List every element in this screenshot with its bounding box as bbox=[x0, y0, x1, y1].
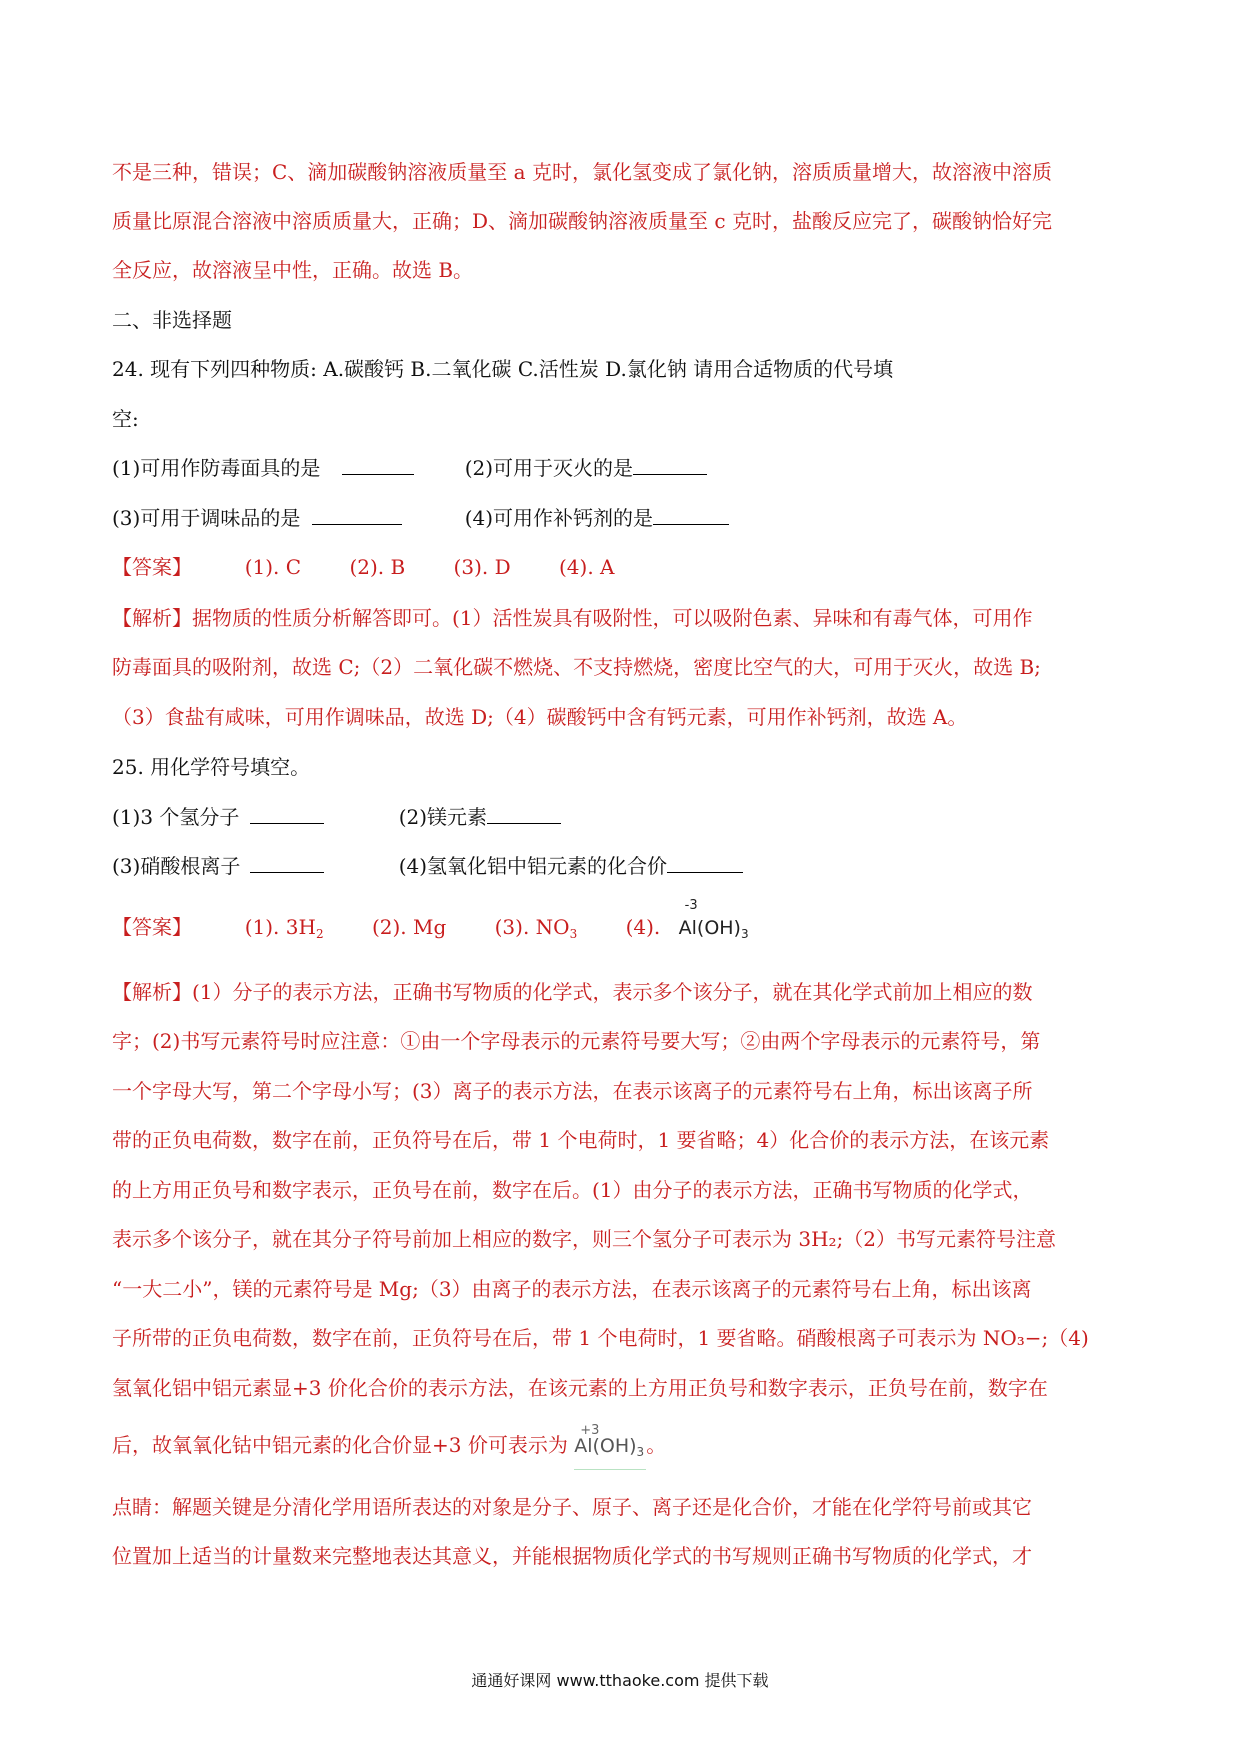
analysis-line: 带的正负电荷数，数字在前，正负符号在后，带 1 个电荷时，1 要省略；4）化合价的表示方法，在该元素 bbox=[112, 1128, 1050, 1152]
answer-blank bbox=[633, 454, 707, 475]
question-24-blanks-row bbox=[112, 453, 707, 483]
answer-blank bbox=[653, 504, 729, 525]
analysis-line: 字；(2)书写元素符号时应注意：①由一个字母表示的元素符号要大写；②由两个字母表示的元素符号，第 bbox=[112, 1029, 1041, 1053]
question-25-title: 25. 用化学符号填空。 bbox=[112, 755, 311, 779]
blank-label: (1)3 个氢分子 bbox=[112, 805, 240, 829]
valence-formula-image: +3 $Al(OH)_3$ bbox=[574, 1431, 646, 1470]
answer-item: (1). $3H_2$ bbox=[244, 915, 324, 941]
answer-row-25 bbox=[112, 898, 749, 949]
analysis-line: 子所带的正负电荷数，数字在前，正负符号在后，带 1 个电荷时，1 要省略。硝酸根离子可表示为 NO₃−;（4) bbox=[112, 1326, 1089, 1350]
tip-line: 位置加上适当的计量数来完整地表达其意义，并能根据物质化学式的书写规则正确书写物质的化学式，才 bbox=[112, 1544, 1032, 1568]
analysis-line: 表示多个该分子，就在其分子符号前加上相应的数字，则三个氢分子可表示为 3H₂;（2）书写元素符号注意 bbox=[112, 1227, 1057, 1251]
blank-label: (2)镁元素 bbox=[398, 805, 488, 829]
answer-label: 【答案】 bbox=[112, 915, 192, 939]
analysis-line: “一大二小”，镁的元素符号是 Mg;（3）由离子的表示方法，在表示该离子的元素符号右上角，标出该离 bbox=[112, 1277, 1032, 1301]
question-24-line: 24. 现有下列四种物质: A.碳酸钙 B.二氧化碳 C.活性炭 D.氯化钠 请用合适物质的代号填 bbox=[112, 357, 894, 381]
analysis-line: 的上方用正负号和数字表示，正负号在前，数字在后。(1）由分子的表示方法，正确书写物质的化学式， bbox=[112, 1178, 1033, 1202]
blank-label: (4)可用作补钙剂的是 bbox=[464, 506, 654, 530]
answer-label: 【答案】 bbox=[112, 555, 192, 579]
tip-line: 点睛：解题关键是分清化学用语所表达的对象是分子、原子、离子还是化合价，才能在化学符号前或其它 bbox=[112, 1495, 1032, 1519]
blank-label: (4)氢氧化铝中铝元素的化合价 bbox=[398, 854, 668, 878]
answer-blank bbox=[250, 852, 324, 873]
answer-blank bbox=[250, 803, 324, 824]
answer-item: (1). C bbox=[244, 555, 302, 579]
blank-label: (2)可用于灭火的是 bbox=[464, 456, 634, 480]
analysis-line: 氢氧化铝中铝元素显+3 价化合价的表示方法，在该元素的上方用正负号和数字表示，正负号在前，数字在 bbox=[112, 1376, 1048, 1400]
section-title: 二、非选择题 bbox=[112, 308, 232, 332]
analysis-line: 【解析】(1）分子的表示方法，正确书写物质的化学式，表示多个该分子，就在其化学式前加上相应的数 bbox=[112, 980, 1033, 1004]
answer-row-24 bbox=[112, 552, 657, 582]
answer-item: (4). A bbox=[559, 555, 615, 579]
analysis-line: 后，故氧氧化钴中铝元素的化合价显+3 价可表示为 +3 $Al(OH)_3$ 。 bbox=[112, 1430, 666, 1470]
answer-blank bbox=[487, 803, 561, 824]
blank-label: (3)可用于调味品的是 bbox=[112, 506, 301, 530]
answer-item: (4). -3 $Al(OH)_3$ bbox=[626, 915, 749, 939]
analysis-line: （3）食盐有咸味，可用作调味品，故选 D;（4）碳酸钙中含有钙元素，可用作补钙剂，故选 A。 bbox=[112, 705, 968, 729]
answer-blank bbox=[667, 852, 743, 873]
blank-label: (1)可用作防毒面具的是 bbox=[112, 456, 321, 480]
paragraph-line: 不是三种，错误；C、滴加碳酸钠溶液质量至 a 克时，氯化氢变成了氯化钠，溶质质量增大，故溶液中溶质 bbox=[112, 160, 1052, 184]
analysis-line: 防毒面具的吸附剂，故选 C;（2）二氧化碳不燃烧、不支持燃烧，密度比空气的大，可用于灭火，故选 B; bbox=[112, 655, 1041, 679]
answer-blank bbox=[342, 454, 414, 475]
valence-formula: -3 $Al(OH)_3$ bbox=[678, 898, 749, 941]
analysis-line: 【解析】据物质的性质分析解答即可。(1）活性炭具有吸附性，可以吸附色素、异味和有毒气体，可用作 bbox=[112, 606, 1033, 630]
page-footer: 通通好课网 www.tthaoke.com 提供下载 bbox=[471, 1671, 769, 1690]
question-24-line: 空: bbox=[112, 407, 139, 431]
answer-item: (3). $NO_3$ bbox=[494, 915, 578, 941]
analysis-line: 一个字母大写，第二个字母小写；(3）离子的表示方法，在表示该离子的元素符号右上角，标出该离子所 bbox=[112, 1079, 1033, 1103]
blank-label: (3)硝酸根离子 bbox=[112, 854, 241, 878]
answer-blank bbox=[312, 504, 402, 525]
answer-item: (2). Mg bbox=[371, 915, 447, 939]
question-25-blanks-row bbox=[112, 851, 743, 881]
answer-item: (3). D bbox=[453, 555, 511, 579]
question-24-blanks-row bbox=[112, 503, 729, 533]
paragraph-line: 全反应，故溶液呈中性，正确。故选 B。 bbox=[112, 258, 474, 282]
question-25-blanks-row bbox=[112, 802, 561, 832]
answer-item: (2). B bbox=[349, 555, 406, 579]
paragraph-line: 质量比原混合溶液中溶质质量大，正确；D、滴加碳酸钠溶液质量至 c 克时，盐酸反应完了，碳酸钠恰好完 bbox=[112, 209, 1052, 233]
